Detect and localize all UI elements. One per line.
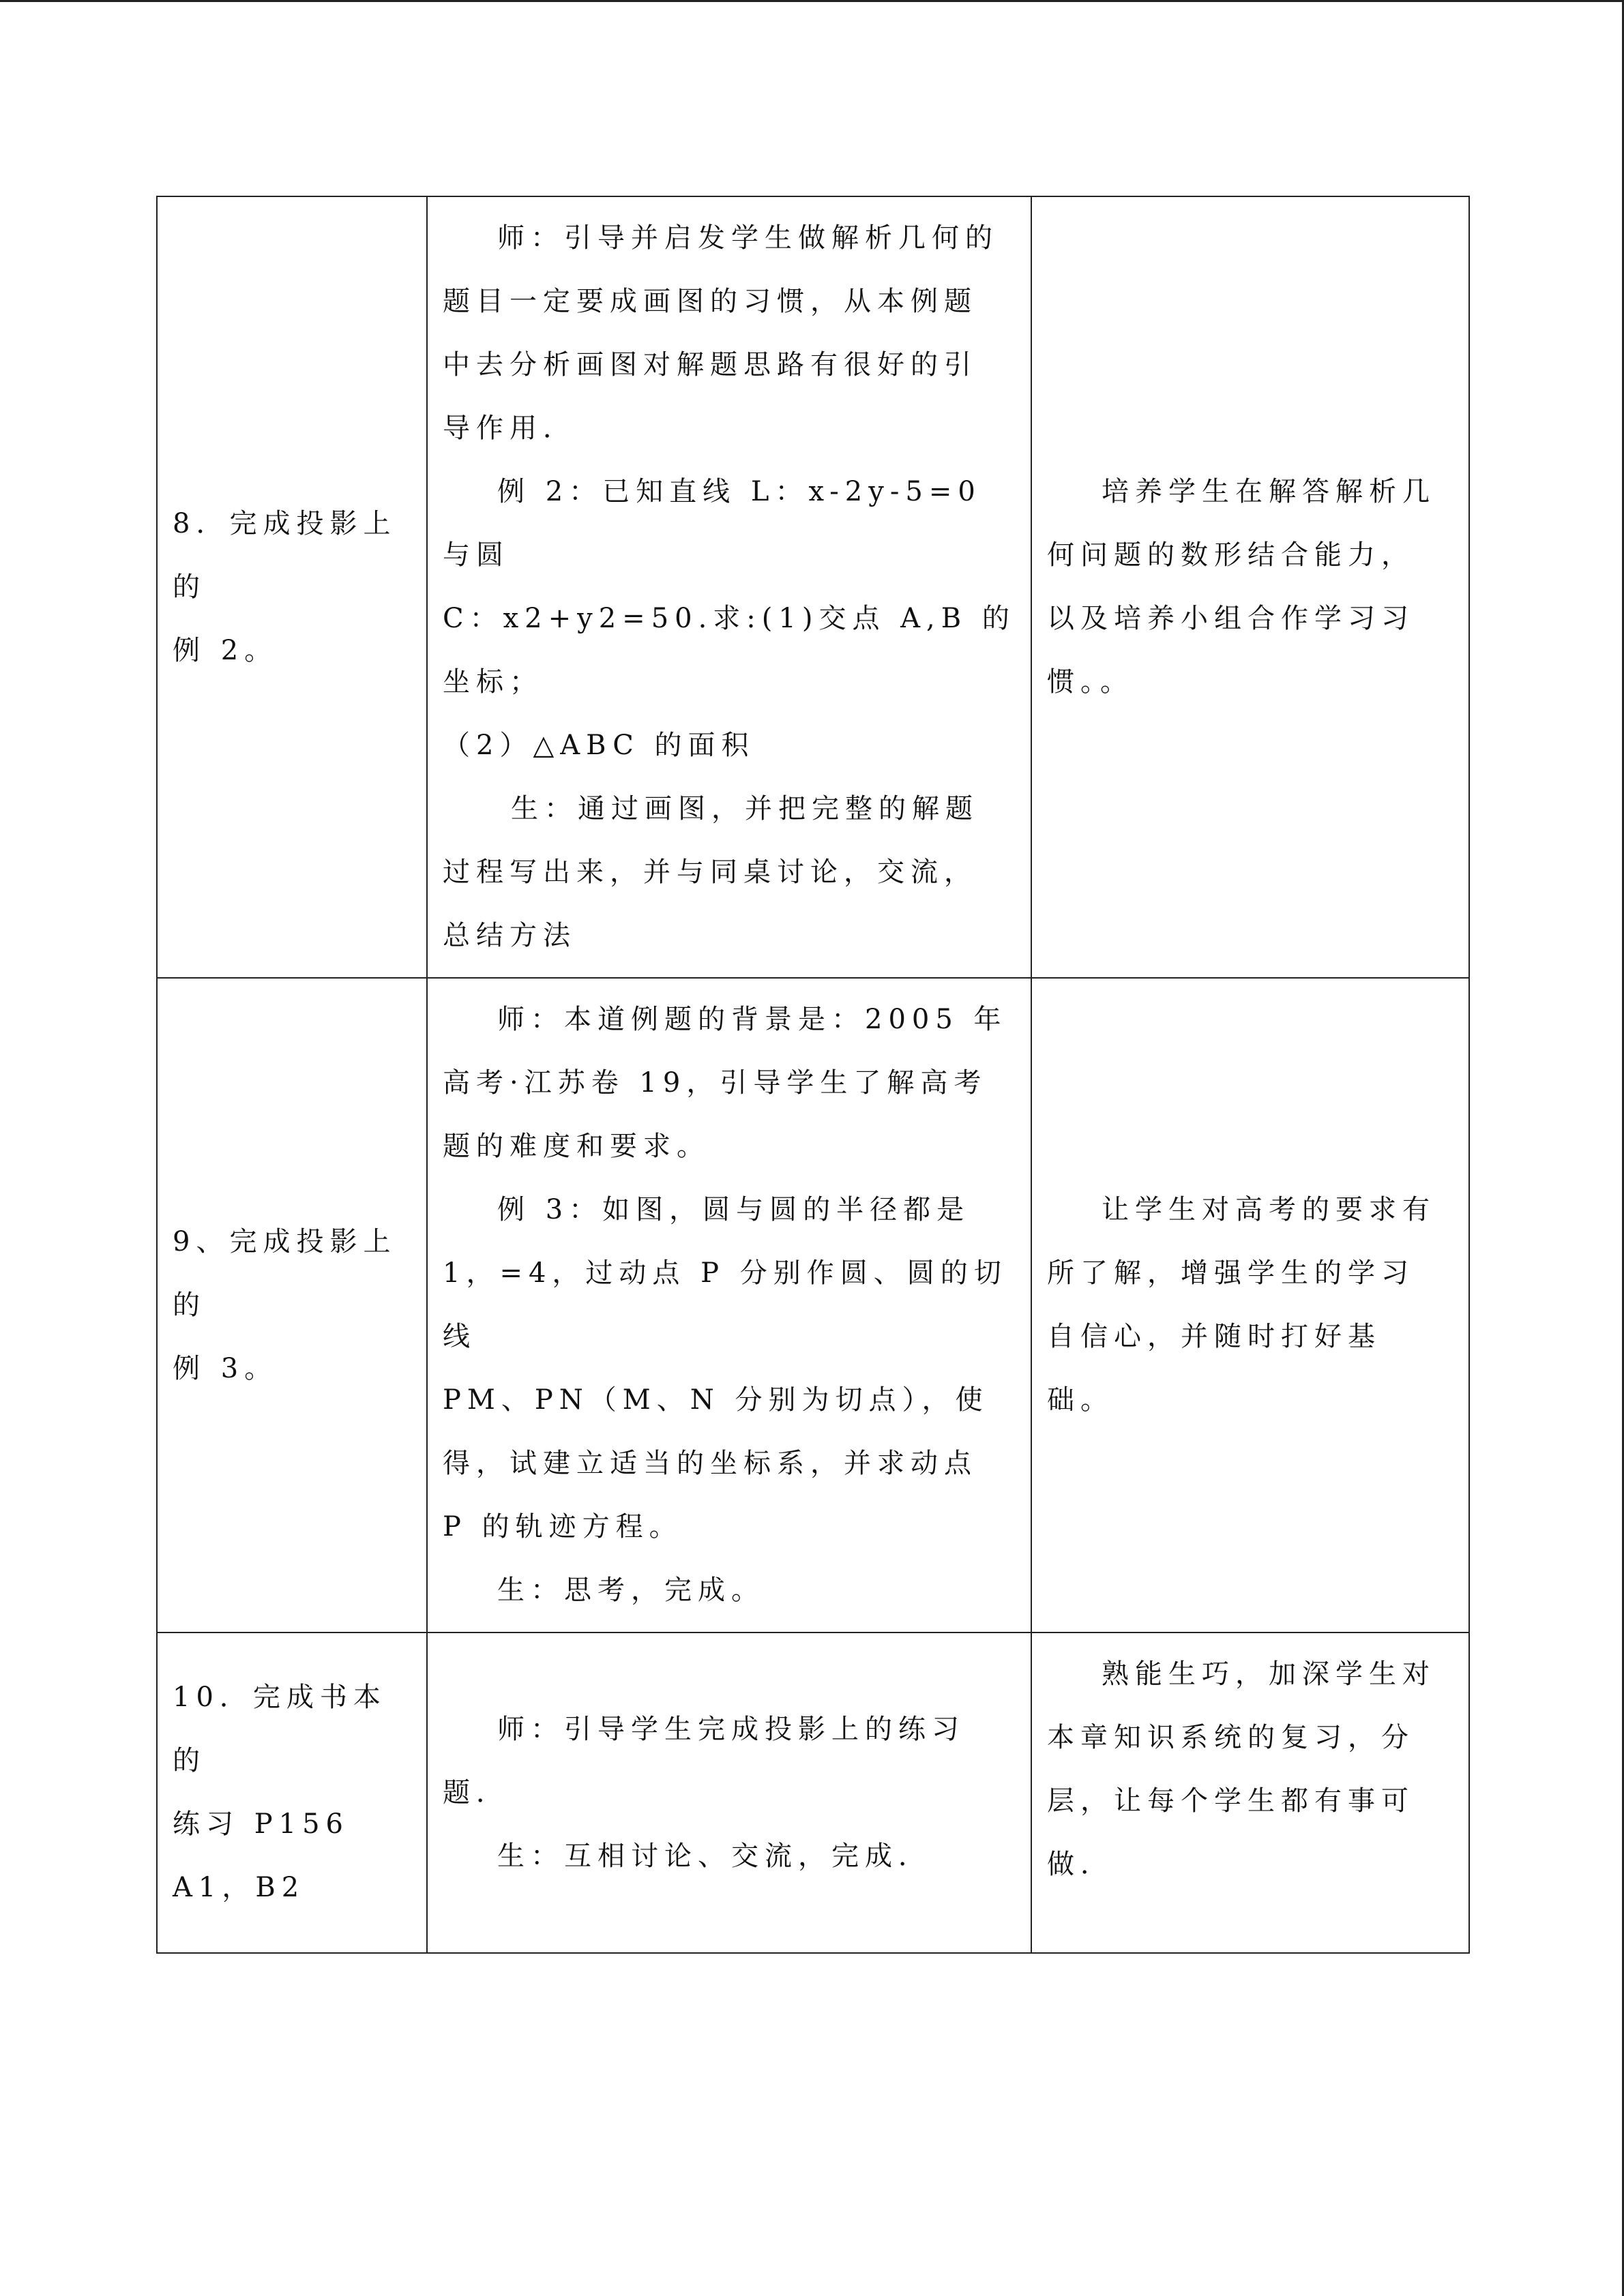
- activity-line: 例 3：如图，圆与圆的半径都是: [497, 1194, 971, 1225]
- purpose-line: 本章知识系统的复习，分: [1047, 1722, 1415, 1753]
- activity-line: 高考·江苏卷 19，引导学生了解高考: [443, 1067, 988, 1099]
- table-row: [157, 196, 1469, 978]
- purpose-line: 层，让每个学生都有事可: [1047, 1785, 1415, 1817]
- activity-line: 例 2：已知直线 L：x-2y-5=0 与圆: [443, 476, 981, 571]
- step-line: 的: [173, 571, 206, 603]
- purpose-line: 熟能生巧，加深学生对: [1102, 1658, 1436, 1690]
- step-line: 10．完成书本的: [173, 1682, 387, 1776]
- purpose-cell: [1031, 978, 1469, 1632]
- purpose-line: 惯。。: [1047, 666, 1134, 698]
- activity-line: 导作用．: [443, 413, 576, 444]
- activity-line: 过程写出来，并与同桌讨论，交流，: [443, 856, 977, 888]
- step-cell: [157, 978, 427, 1632]
- activity-line: 生：互相讨论、交流，完成．: [497, 1840, 932, 1872]
- activity-line: 中去分析画图对解题思路有很好的引: [443, 349, 977, 381]
- step-line: 9、完成投影上: [173, 1225, 397, 1257]
- step-line: A1，B2: [173, 1872, 306, 1903]
- activity-cell: [427, 1632, 1031, 1953]
- activity-line: C：x2+y2=50.求:(1)交点 A,B 的坐标；: [443, 603, 1016, 698]
- activity-line: PM、PN（M、N 分别为切点），使: [443, 1384, 989, 1416]
- activity-line: 得，试建立适当的坐标系，并求动点: [443, 1448, 977, 1479]
- step-cell: [157, 196, 427, 978]
- activity-line: 师：本道例题的背景是：2005 年: [497, 1004, 1007, 1035]
- step-line: 练习 P156: [173, 1808, 349, 1840]
- purpose-line: 培养学生在解答解析几: [1102, 476, 1436, 507]
- purpose-line: 所了解，增强学生的学习: [1047, 1257, 1415, 1289]
- step-line: 例 3。: [173, 1352, 278, 1384]
- purpose-line: 让学生对高考的要求有: [1102, 1194, 1436, 1225]
- activity-line: （2）△ABC 的面积: [443, 730, 755, 761]
- table-row: [157, 1632, 1469, 1953]
- activity-line: 1，=4，过动点 P 分别作圆、圆的切线: [443, 1257, 1007, 1352]
- purpose-line: 做．: [1047, 1849, 1114, 1880]
- activity-cell: [427, 978, 1031, 1632]
- activity-line: 生：思考，完成。: [497, 1575, 765, 1606]
- activity-line: 总结方法: [443, 920, 576, 951]
- step-line: 8．完成投影上: [173, 507, 397, 539]
- activity-line: 题的难度和要求。: [443, 1131, 710, 1162]
- activity-line: 师：引导学生完成投影上的练习: [497, 1713, 965, 1745]
- purpose-line: 自信心，并随时打好基: [1047, 1321, 1381, 1352]
- activity-line: 题．: [443, 1776, 510, 1808]
- lesson-plan-table: [156, 196, 1470, 1954]
- page-top-border: [0, 0, 1624, 2]
- purpose-line: 以及培养小组合作学习习: [1047, 603, 1415, 634]
- purpose-cell: [1031, 1632, 1469, 1953]
- step-line: 例 2。: [173, 634, 278, 666]
- step-cell: [157, 1632, 427, 1953]
- table-row: [157, 978, 1469, 1632]
- purpose-line: 何问题的数形结合能力，: [1047, 539, 1415, 571]
- activity-line: 师：引导并启发学生做解析几何的: [497, 222, 999, 254]
- purpose-line: 础。: [1047, 1384, 1114, 1416]
- activity-line: 题目一定要成画图的习惯，从本例题: [443, 286, 977, 317]
- purpose-cell: [1031, 196, 1469, 978]
- activity-line: P 的轨迹方程。: [443, 1511, 683, 1542]
- activity-line: 生：通过画图，并把完整的解题: [511, 793, 979, 824]
- step-line: 的: [173, 1289, 206, 1321]
- activity-cell: [427, 196, 1031, 978]
